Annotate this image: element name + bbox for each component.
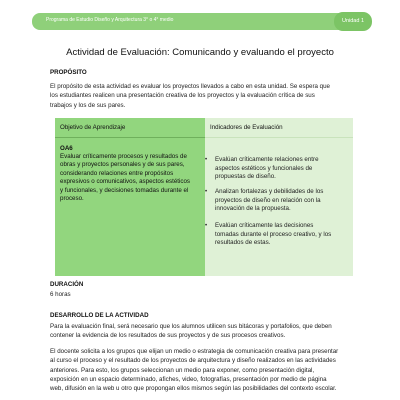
objective-column [55, 118, 208, 276]
proposito-paragraph [50, 82, 352, 110]
paragraph-line: los estudiantes realicen una presentación creativa de los proyectos y la evaluación crítica de sus [50, 92, 315, 100]
objectives-table [55, 118, 353, 276]
desarrollo-paragraph-1 [50, 322, 352, 341]
duracion-heading: DURACIÓN [50, 281, 84, 288]
indicator-line: Analizan fortalezas y debilidades de los [215, 188, 324, 195]
paragraph-line: Para la evaluación final, será necesario que los alumnos utilicen sus bitácoras y portafolios, que deben [50, 323, 332, 330]
paragraph-line: anteriores. Para esto, los grupos seleccionan un medio para exponer, como presentación digital, [50, 366, 315, 374]
oa-line: proceso. [60, 195, 84, 203]
proposito-heading: PROPÓSITO [50, 69, 87, 76]
indicator-line: propuestas de diseño. [215, 173, 276, 181]
unit-badge: Unidad 1 [334, 12, 372, 31]
objective-header-cell [55, 118, 205, 138]
bullet-icon: • [205, 189, 208, 195]
desarrollo-paragraph-2 [50, 347, 352, 393]
oa-line: y funcionales, y decisiones tomadas durante el [60, 186, 189, 194]
duracion-value: 6 horas [50, 291, 71, 298]
indicator-line: Evalúan críticamente relaciones entre [215, 156, 319, 163]
paragraph-line: El docente solicita a los grupos que elijan un medio o estrategia de comunicación creativa para presentar [50, 348, 339, 355]
bullet-icon: • [205, 223, 208, 229]
program-label: Programa de Estudio Diseño y Arquitectura 3° o 4° medio [46, 17, 174, 23]
indicators-header-cell [205, 118, 353, 138]
oa-line: considerando relaciones entre propósitos [60, 169, 174, 177]
indicator-line: aspectos estéticos y funcionales de [215, 164, 313, 172]
paragraph-line: El propósito de esta actividad es evaluar los proyectos llevados a cabo en esta unidad. Se espera que [50, 83, 330, 90]
indicators-column-header: Indicadores de Evaluación [210, 124, 283, 131]
indicator-line: proyectos de diseño en relación con la [215, 196, 321, 204]
indicator-line: tomadas durante el proceso creativo, y los [215, 230, 332, 238]
desarrollo-heading: DESARROLLO DE LA ACTIVIDAD [50, 312, 149, 319]
objective-column-header: Objetivo de Aprendizaje [60, 124, 126, 131]
indicator-line: innovación de la propuesta. [215, 205, 291, 213]
paragraph-line: exposición en un espacio determinado, afiches, video, fotografías, presentación por medio de página [50, 375, 327, 383]
indicator-line: resultados de estas. [215, 239, 271, 247]
indicator-item [205, 156, 345, 182]
paragraph-line: al curso el proceso y el resultado de los proyectos de arquitectura y diseño realizados en las actividades [50, 357, 336, 365]
bullet-icon: • [205, 157, 208, 163]
indicator-item [205, 222, 345, 248]
paragraph-line: trabajos y los de sus pares. [50, 101, 126, 109]
indicator-item [205, 188, 345, 214]
oa-description [60, 153, 202, 203]
oa-line: Evaluar críticamente procesos y resultados de [60, 153, 187, 160]
indicator-line: Evalúan críticamente las decisiones [215, 222, 314, 229]
oa-line: expresivos o comunicativos, aspectos estéticos [60, 178, 190, 186]
page-title: Actividad de Evaluación: Comunicando y evaluando el proyecto [66, 47, 334, 58]
header-bar [32, 13, 368, 30]
oa-line: obras y proyectos personales y de sus pares, [60, 161, 185, 169]
paragraph-line: web, difusión en la web u otro que propongan ellos mismos según las posibilidades del contexto escolar. [50, 385, 337, 393]
oa-code: OA6 [60, 145, 73, 152]
paragraph-line: contener la evidencia de los resultados de sus proyectos y de sus procesos creativos. [50, 332, 286, 340]
